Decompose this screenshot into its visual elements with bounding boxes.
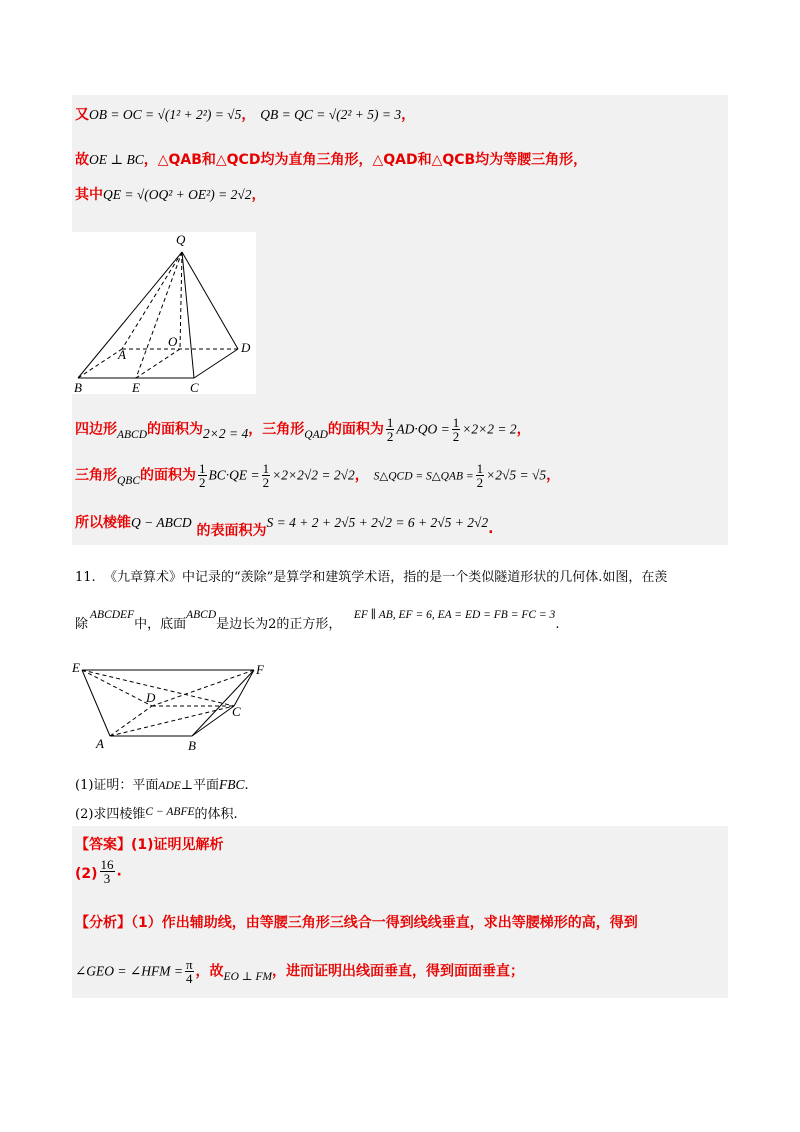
text: ， — [546, 467, 561, 484]
area-qcd: ×2√5 = √5 — [486, 467, 547, 483]
prefix: 故 — [75, 152, 89, 168]
plane-ade: ADE — [158, 780, 181, 792]
fraction-half — [262, 462, 271, 489]
fraction-half — [476, 462, 485, 489]
solution-line-6 — [75, 512, 494, 539]
label-b: B — [188, 738, 196, 753]
answer-tag: 【答案】 — [75, 837, 131, 853]
solution-line-1 — [75, 104, 415, 124]
answer-end: . — [116, 863, 122, 880]
question-text: . — [244, 778, 249, 793]
eo-perp-fm: EO ⊥ FM — [223, 970, 273, 983]
label-q: Q — [176, 232, 186, 247]
label-c: C — [232, 704, 241, 719]
solution-line-2 — [75, 149, 587, 169]
tri-qad: QAD — [304, 428, 328, 441]
numerator: 16 — [100, 857, 114, 872]
label-a: A — [96, 736, 104, 751]
solution-line-3 — [75, 184, 265, 204]
analysis-text: ，故 — [195, 963, 224, 980]
label-e: E — [132, 380, 140, 394]
fraction-half — [198, 462, 207, 489]
angle-equation: ∠GEO = ∠HFM = — [75, 963, 183, 979]
text: 的表面积为 — [196, 523, 267, 539]
text: 的面积为 — [147, 421, 204, 438]
pyramid-figure — [72, 232, 256, 394]
text: 三角形 — [75, 467, 117, 484]
problem-line-2 — [75, 603, 560, 632]
numerator: 1 — [262, 461, 270, 476]
question-2 — [75, 803, 238, 822]
question-1 — [75, 774, 249, 793]
analysis-tag: 【分析】 — [75, 915, 131, 931]
denominator: 2 — [476, 475, 484, 490]
answer-part-1: (1)证明见解析 — [131, 837, 224, 853]
denominator: 2 — [262, 475, 270, 490]
area-qbc: ×2×2√2 = 2√2 — [272, 467, 355, 483]
denominator: 4 — [186, 971, 193, 986]
answer-line-2 — [75, 858, 122, 885]
text: . — [488, 521, 494, 537]
answer-part-2: (2) — [75, 865, 98, 882]
analysis-line-1 — [75, 912, 638, 932]
text: 四边形 — [75, 421, 117, 438]
question-text: 的体积. — [194, 807, 238, 822]
problem-text: 除 — [75, 617, 89, 632]
eq-oe-perp-bc: OE ⊥ BC — [89, 152, 144, 167]
fraction-half — [386, 416, 395, 443]
text: 的面积为 — [140, 467, 196, 484]
plane-fbc: FBC — [219, 777, 245, 792]
numerator: 1 — [452, 415, 460, 430]
text: 的面积为 — [327, 421, 384, 438]
sep: ， — [401, 107, 416, 123]
problem-text: 中，底面 — [134, 617, 187, 632]
area-qad: ×2×2 = 2 — [462, 421, 517, 437]
question-text: (1)证明：平面 — [75, 778, 159, 793]
analysis-text: （1）作出辅助线，由等腰三角形三线合一得到线线垂直，求出等腰梯形的高，得到 — [131, 915, 638, 931]
problem-text: 《九章算术》中记录的“羡除”是算学和建筑学术语，指的是一个类似隧道形状的几何体.如图，在羡 — [103, 570, 668, 585]
surface-area: S = 4 + 2 + 2√5 + 2√2 = 6 + 2√5 + 2√2 — [266, 515, 489, 530]
answer-line-1 — [75, 834, 224, 854]
pyramid-q-abcd: Q − ABCD — [131, 515, 192, 530]
text: 所以棱锥 — [75, 515, 131, 531]
fraction-16-3 — [100, 858, 115, 885]
label-d: D — [146, 690, 156, 705]
eq-qe: QE = √(OQ² + OE²) = 2√2 — [103, 187, 252, 202]
bc-qe: BC·QE = — [208, 467, 260, 483]
analysis-text: ，进而证明出线面垂直，得到面面垂直； — [272, 963, 525, 980]
quad-abcd: ABCD — [117, 428, 148, 441]
numerator: 1 — [199, 461, 206, 476]
tri-qbc: QBC — [117, 474, 140, 487]
numerator: 1 — [476, 461, 484, 476]
numerator: π — [185, 957, 193, 972]
pyramid-c-abfe: C − ABFE — [145, 806, 195, 818]
question-text: ⊥平面 — [180, 778, 220, 793]
denominator: 2 — [386, 429, 394, 444]
label-e: E — [72, 660, 80, 675]
s-qcd-qab: S△QCD = S△QAB = — [373, 470, 474, 483]
text: ， — [354, 467, 369, 484]
fraction-half — [452, 416, 461, 443]
label-f: F — [256, 662, 264, 677]
chuchu-figure — [70, 658, 270, 754]
question-text: (2)求四棱锥 — [75, 807, 146, 822]
problem-line-1 — [75, 566, 667, 585]
base-abcd: ABCD — [186, 609, 217, 621]
prefix: 其中 — [75, 187, 103, 203]
problem-text: 是边长为2的正方形， — [216, 617, 342, 632]
label-d: D — [241, 340, 251, 355]
eq-qb-qc: QB = QC = √(2² + 5) = 3 — [260, 107, 402, 122]
sep: ， — [251, 187, 266, 203]
problem-text: . — [555, 617, 560, 632]
analysis-line-2 — [75, 958, 524, 985]
eq-ob-oc: OB = OC = √(1² + 2²) = √5 — [89, 107, 242, 122]
numerator: 1 — [386, 415, 394, 430]
text: ， — [516, 421, 531, 438]
fraction-pi-4 — [185, 958, 194, 985]
ad-qo: AD·QO = — [396, 421, 450, 437]
sep: ， — [241, 107, 256, 123]
area-abcd: 2×2 = 4 — [203, 425, 249, 441]
solution-line-5 — [75, 462, 560, 489]
denominator: 2 — [199, 475, 206, 490]
problem-number: 11. — [75, 570, 96, 585]
condition: EF ∥ AB, EF = 6, EA = ED = FB = FC = 3 — [353, 609, 556, 621]
denominator: 3 — [103, 871, 111, 886]
prefix: 又 — [75, 107, 89, 123]
label-a: A — [118, 347, 126, 362]
text: ，三角形 — [248, 421, 305, 438]
triangle-statement: ，△QAB和△QCD均为直角三角形，△QAD和△QCB均为等腰三角形， — [143, 152, 588, 168]
solution-line-4 — [75, 416, 531, 443]
label-c: C — [190, 380, 199, 394]
label-b: B — [74, 380, 82, 394]
solid-abcdef: ABCDEF — [90, 609, 135, 621]
denominator: 2 — [452, 429, 460, 444]
label-o: O — [168, 334, 178, 349]
